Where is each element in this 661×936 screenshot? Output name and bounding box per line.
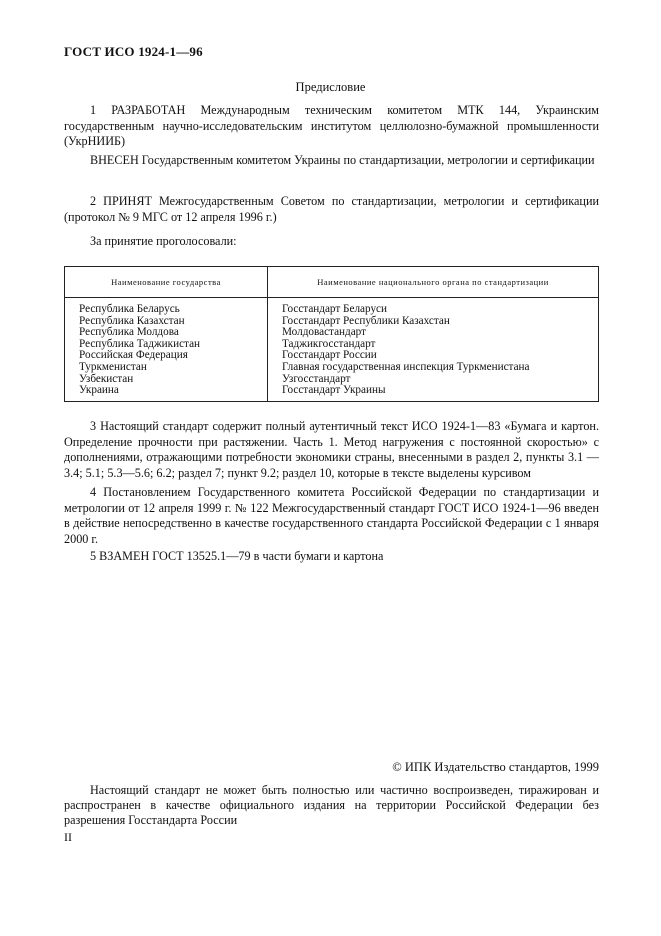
paragraph-replaces: 5 ВЗАМЕН ГОСТ 13525.1—79 в части бумаги и картона [90, 549, 384, 563]
paragraph-introduced-by: ВНЕСЕН Государственным комитетом Украины по стандартизации, метрологии и сертификации [90, 153, 595, 167]
paragraph-adopted-by: 2 ПРИНЯТ Межгосударственным Советом по стандартизации, метрологии и сертификации (протокол № 9 МГС от 12 апреля 1996 г.) [64, 194, 599, 224]
paragraph-developed-by: 1 РАЗРАБОТАН Международным техническим комитетом МТК 144, Украинским государственным научно-исследовательским институтом целлюлозно-бумажной промышленности (УкрНИИБ) [64, 103, 599, 148]
standards-body-name: Госстандарт России [282, 349, 377, 362]
standards-body-column [268, 298, 599, 402]
state-name: Российская Федерация [79, 349, 188, 362]
standards-body-name: Узгосстандарт [282, 372, 351, 385]
state-name: Туркменистан [79, 360, 147, 373]
standards-body-name: Госстандарт Украины [282, 384, 386, 397]
state-name: Республика Беларусь [79, 303, 180, 315]
voting-states-table [64, 266, 599, 402]
state-name: Республика Молдова [79, 326, 179, 339]
standards-body-name: Госстандарт Республики Казахстан [282, 314, 450, 327]
standards-body-name: Молдовастандарт [282, 326, 367, 339]
page-number: II [64, 830, 72, 844]
states-column [65, 298, 268, 402]
state-name: Узбекистан [79, 372, 134, 385]
standards-body-name: Главная государственная инспекция Туркменистана [282, 360, 530, 373]
paragraph-authentic-text: 3 Настоящий стандарт содержит полный аутентичный текст ИСО 1924-1—83 «Бумага и картон. Определение прочности при растяжении. Часть 1. Метод нагружения с постоянной скоростью» с дополнениями, отражающими потребности экономики страны, внесенными в раздел 2, пункты 3.1 — 3.4; 5.1; 5.3—5.6; 6.2; раздел 7; пункт 9.2; раздел 10, которые в тексте выделены курсивом [64, 419, 599, 480]
paragraph-decree: 4 Постановлением Государственного комитета Российской Федерации по стандартизации и метрологии от 12 апреля 1999 г. № 122 Межгосударственный стандарт ГОСТ ИСО 1924-1—96 введен в действие непосредственно в качестве государственного стандарта Российской Федерации с 1 января 2000 г. [64, 485, 599, 546]
table-header-row [65, 267, 599, 298]
table-body-row [65, 298, 599, 402]
copyright-line: © ИПК Издательство стандартов, 1999 [392, 760, 599, 774]
page-title: Предисловие [295, 80, 366, 94]
column-header-state: Наименование государства [65, 267, 268, 298]
state-name: Республика Казахстан [79, 314, 185, 327]
column-header-standards-body: Наименование национального органа по стандартизации [268, 267, 599, 298]
paragraph-voted-for: За принятие проголосовали: [90, 234, 237, 248]
state-name: Украина [79, 384, 119, 397]
reproduction-notice: Настоящий стандарт не может быть полностью или частично воспроизведен, тиражирован и распространен в качестве официального издания на территории Российской Федерации без разрешения Госстандарта России [64, 783, 599, 827]
standards-body-name: Таджикгосстандарт [282, 337, 376, 350]
document-designation: ГОСТ ИСО 1924-1—96 [64, 44, 203, 59]
state-name: Республика Таджикистан [79, 337, 201, 350]
standards-body-name: Госстандарт Беларуси [282, 303, 387, 315]
